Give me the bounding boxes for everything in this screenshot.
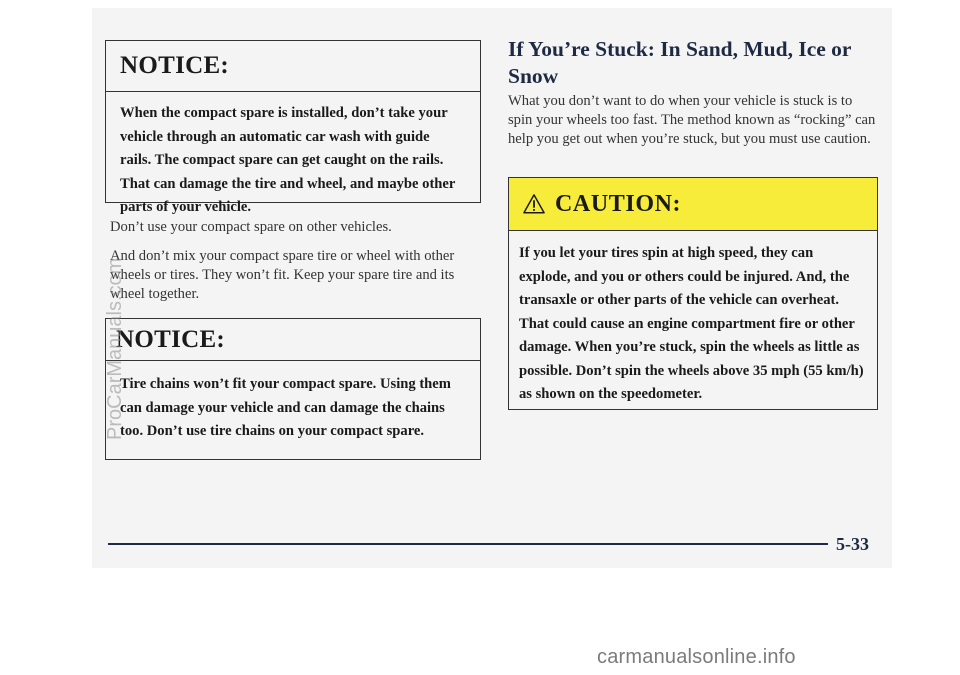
notice-body: When the compact spare is installed, don’t take your vehicle through an automatic car wash with guide rails. The compact spare can get caught on the rails. That can damage the tire and wheel, and maybe other parts of your vehicle. [120, 105, 456, 215]
notice-title: NOTICE: [120, 52, 230, 79]
footer-rule [108, 543, 828, 545]
notice-header [106, 41, 480, 92]
paragraph-mix-wheels: And don’t mix your compact spare tire or wheel with other wheels or tires. They won’t fit. Keep your spare tire and its wheel together. [110, 248, 455, 302]
notice-box-tire-chains [105, 318, 481, 460]
caution-header [509, 178, 877, 231]
warning-triangle-icon [523, 193, 545, 215]
caution-body: If you let your tires spin at high speed, they can explode, and you or others could be injured. And, the transaxle or other parts of the vehicle can overheat. That could cause an engine compartment fire or other damage. When you’re stuck, spin the wheels as little as possible. Don’t spin the wheels above 35 mph (55 km/h) as shown on the speedometer. [519, 245, 864, 402]
notice-body: Tire chains won’t fit your compact spare. Using them can damage your vehicle and can damage the chains too. Don’t use tire chains on your compact spare. [120, 376, 451, 439]
section-intro: What you don’t want to do when your vehicle is stuck is to spin your wheels too fast. The method known as “rocking” can help you get out when you’re stuck, but you must use caution. [508, 93, 876, 147]
notice-header [106, 319, 480, 361]
paragraph-other-vehicles: Don’t use your compact spare on other vehicles. [110, 219, 392, 235]
caution-title: CAUTION: [555, 190, 682, 217]
watermark-carmanualsonline: carmanualsonline.info [597, 646, 796, 668]
section-title: If You’re Stuck: In Sand, Mud, Ice or Snow [508, 37, 852, 88]
notice-box-car-wash [105, 40, 481, 215]
caution-box [508, 177, 878, 410]
notice-title: NOTICE: [116, 325, 226, 353]
watermark-procarmanuals: ProCarManuals.com [104, 257, 126, 440]
page-number: 5-33 [836, 534, 869, 554]
